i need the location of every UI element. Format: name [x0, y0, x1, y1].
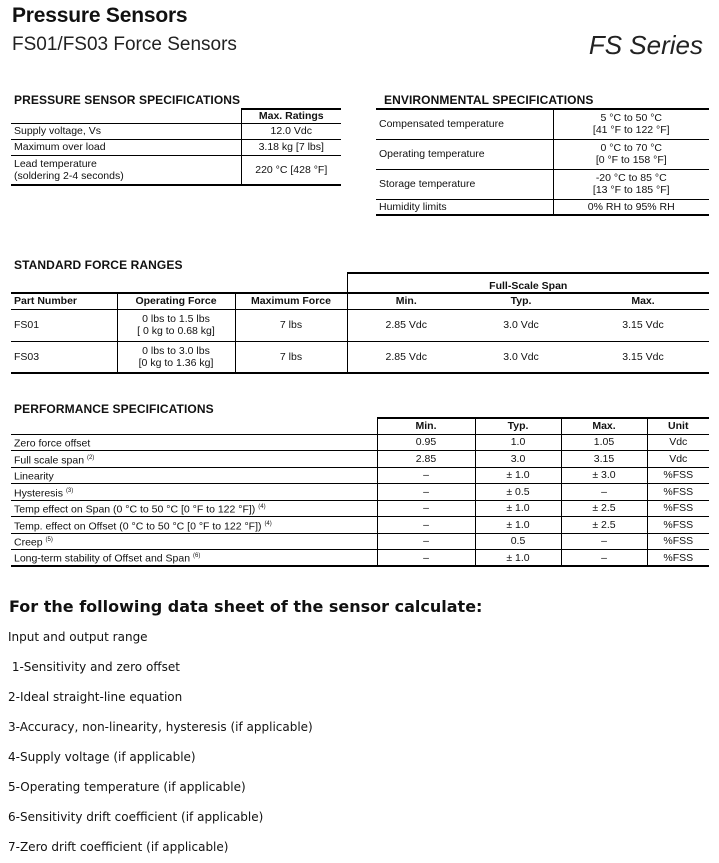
full-scale-span-header: Full-Scale Span — [347, 273, 709, 293]
perf-max: ± 2.5 — [561, 517, 647, 534]
question-heading: For the following data sheet of the sensor calculate: — [9, 597, 483, 616]
list-item: 2-Ideal straight-line equation — [8, 690, 183, 704]
perf-unit: %FSS — [647, 517, 709, 534]
perf-unit: Vdc — [647, 434, 709, 451]
spec-value-line2: [13 °F to 185 °F] — [592, 184, 670, 196]
perf-max: – — [561, 550, 647, 567]
spec-value: 12.0 Vdc — [241, 123, 341, 139]
spec-value-line2: [0 °F to 158 °F] — [595, 154, 667, 166]
perf-min: – — [377, 517, 475, 534]
operating-force — [117, 341, 235, 373]
perf-typ: ± 0.5 — [475, 484, 561, 501]
perf-min: – — [377, 500, 475, 517]
table-row — [376, 169, 709, 199]
brand-title: Pressure Sensors — [12, 4, 188, 27]
part-number: FS01 — [11, 309, 117, 341]
pressure-spec-title: PRESSURE SENSOR SPECIFICATIONS — [14, 93, 241, 107]
table-row — [376, 199, 709, 215]
perf-label: Hysteresis $^{(3)}$ — [11, 484, 377, 501]
perf-min: 0.95 — [377, 434, 475, 451]
spec-label-line1: Lead temperature — [14, 157, 97, 170]
perf-min: – — [377, 533, 475, 550]
table-row — [11, 139, 341, 155]
operating-force-line1: 0 lbs to 1.5 lbs — [142, 313, 210, 325]
perf-typ: 1.0 — [475, 434, 561, 451]
perf-label: Creep $^{(5)}$ — [11, 533, 377, 550]
force-ranges-title: STANDARD FORCE RANGES — [14, 258, 183, 272]
table-row — [11, 434, 709, 451]
table-row — [11, 467, 709, 484]
spec-label: Maximum over load — [11, 139, 241, 155]
list-item: 4-Supply voltage (if applicable) — [8, 750, 196, 764]
operating-force-line1: 0 lbs to 3.0 lbs — [142, 344, 210, 357]
perf-min: – — [377, 484, 475, 501]
perf-unit: %FSS — [647, 533, 709, 550]
col-header: Max. — [577, 293, 709, 309]
table-row — [11, 123, 341, 139]
table-row — [11, 341, 709, 373]
spec-value — [553, 109, 709, 139]
spec-label: Operating temperature — [376, 139, 553, 169]
perf-min: – — [377, 550, 475, 567]
force-ranges-table — [11, 272, 709, 374]
list-item: Input and output range — [8, 630, 148, 644]
spec-label: Humidity limits — [376, 199, 553, 215]
perf-max: 3.15 — [561, 451, 647, 468]
perf-unit: Vdc — [647, 451, 709, 468]
perf-label: Temp effect on Span (0 °C to 50 °C [0 °F to 122 °F]) $^{(4)}$ — [11, 500, 377, 517]
span-typ: 3.0 Vdc — [465, 341, 577, 373]
spec-label — [11, 155, 241, 185]
question-list — [8, 628, 313, 863]
operating-force — [117, 309, 235, 341]
part-number: FS03 — [11, 341, 117, 373]
spec-value-line1: 5 °C to 50 °C — [600, 112, 662, 125]
col-header: Min. — [377, 418, 475, 434]
perf-label: Zero force offset — [11, 434, 377, 451]
spec-value: 3.18 kg [7 lbs] — [241, 139, 341, 155]
table-row — [376, 139, 709, 169]
col-header: Unit — [647, 418, 709, 434]
span-max: 3.15 Vdc — [577, 309, 709, 341]
col-header: Operating Force — [117, 293, 235, 309]
list-item: 6-Sensitivity drift coefficient (if applicable) — [8, 810, 264, 824]
perf-typ: ± 1.0 — [475, 550, 561, 567]
table-row — [11, 500, 709, 517]
table-row — [11, 517, 709, 534]
operating-force-line2: [ 0 kg to 0.68 kg] — [137, 325, 215, 337]
table-row — [376, 109, 709, 139]
span-min: 2.85 Vdc — [347, 341, 465, 373]
table-row — [11, 155, 341, 185]
perf-max: ± 3.0 — [561, 467, 647, 484]
col-header: Maximum Force — [235, 293, 347, 309]
series-label: FS Series — [588, 30, 703, 60]
perf-label: Temp. effect on Offset (0 °C to 50 °C [0 °F to 122 °F]) $^{(4)}$ — [11, 517, 377, 534]
perf-unit: %FSS — [647, 484, 709, 501]
perf-typ: ± 1.0 — [475, 500, 561, 517]
perf-min: 2.85 — [377, 451, 475, 468]
span-max: 3.15 Vdc — [577, 341, 709, 373]
list-item: 7-Zero drift coefficient (if applicable) — [8, 840, 229, 854]
col-header: Typ. — [465, 293, 577, 309]
spec-value: 0% RH to 95% RH — [553, 199, 709, 215]
perf-typ: ± 1.0 — [475, 517, 561, 534]
spec-value-line2: [41 °F to 122 °F] — [592, 124, 670, 137]
col-header: Max. — [561, 418, 647, 434]
perf-typ: 3.0 — [475, 451, 561, 468]
table-row — [11, 484, 709, 501]
spec-value — [553, 169, 709, 199]
perf-label: Full scale span $^{(2)}$ — [11, 451, 377, 468]
span-typ: 3.0 Vdc — [465, 309, 577, 341]
list-item: 3-Accuracy, non-linearity, hysteresis (if applicable) — [8, 720, 313, 734]
perf-max: – — [561, 484, 647, 501]
spec-value: 220 °C [428 °F] — [241, 155, 341, 185]
product-subtitle: FS01/FS03 Force Sensors — [12, 34, 237, 55]
perf-unit: %FSS — [647, 550, 709, 567]
list-item: 1-Sensitivity and zero offset — [8, 660, 180, 674]
table-row — [11, 451, 709, 468]
spec-value-line1: -20 °C to 85 °C — [595, 172, 667, 184]
perf-max: – — [561, 533, 647, 550]
perf-min: – — [377, 467, 475, 484]
perf-label: Long-term stability of Offset and Span $^{(6)}$ — [11, 550, 377, 567]
span-min: 2.85 Vdc — [347, 309, 465, 341]
performance-spec-title: PERFORMANCE SPECIFICATIONS — [14, 402, 214, 416]
env-spec-title: ENVIRONMENTAL SPECIFICATIONS — [384, 93, 594, 107]
perf-label: Linearity — [11, 467, 377, 484]
maximum-force: 7 lbs — [235, 309, 347, 341]
list-item: 5-Operating temperature (if applicable) — [8, 780, 246, 794]
spec-label: Storage temperature — [376, 169, 553, 199]
col-header: Min. — [347, 293, 465, 309]
operating-force-line2: [0 kg to 1.36 kg] — [138, 356, 214, 369]
maximum-force: 7 lbs — [235, 341, 347, 373]
perf-max: 1.05 — [561, 434, 647, 451]
table-row — [11, 550, 709, 567]
perf-unit: %FSS — [647, 500, 709, 517]
perf-max: ± 2.5 — [561, 500, 647, 517]
perf-unit: %FSS — [647, 467, 709, 484]
env-spec-table — [376, 108, 709, 216]
spec-value-line1: 0 °C to 70 °C — [600, 142, 662, 154]
spec-label-line2: (soldering 2-4 seconds) — [14, 169, 124, 182]
perf-typ: ± 1.0 — [475, 467, 561, 484]
col-header: Part Number — [11, 293, 117, 309]
spec-label: Compensated temperature — [376, 109, 553, 139]
table-row — [11, 533, 709, 550]
performance-spec-table — [11, 417, 709, 567]
col-header: Typ. — [475, 418, 561, 434]
perf-typ: 0.5 — [475, 533, 561, 550]
max-ratings-header: Max. Ratings — [241, 109, 341, 123]
spec-label: Supply voltage, Vs — [11, 123, 241, 139]
pressure-spec-table — [11, 108, 341, 186]
table-row — [11, 309, 709, 341]
spec-value — [553, 139, 709, 169]
